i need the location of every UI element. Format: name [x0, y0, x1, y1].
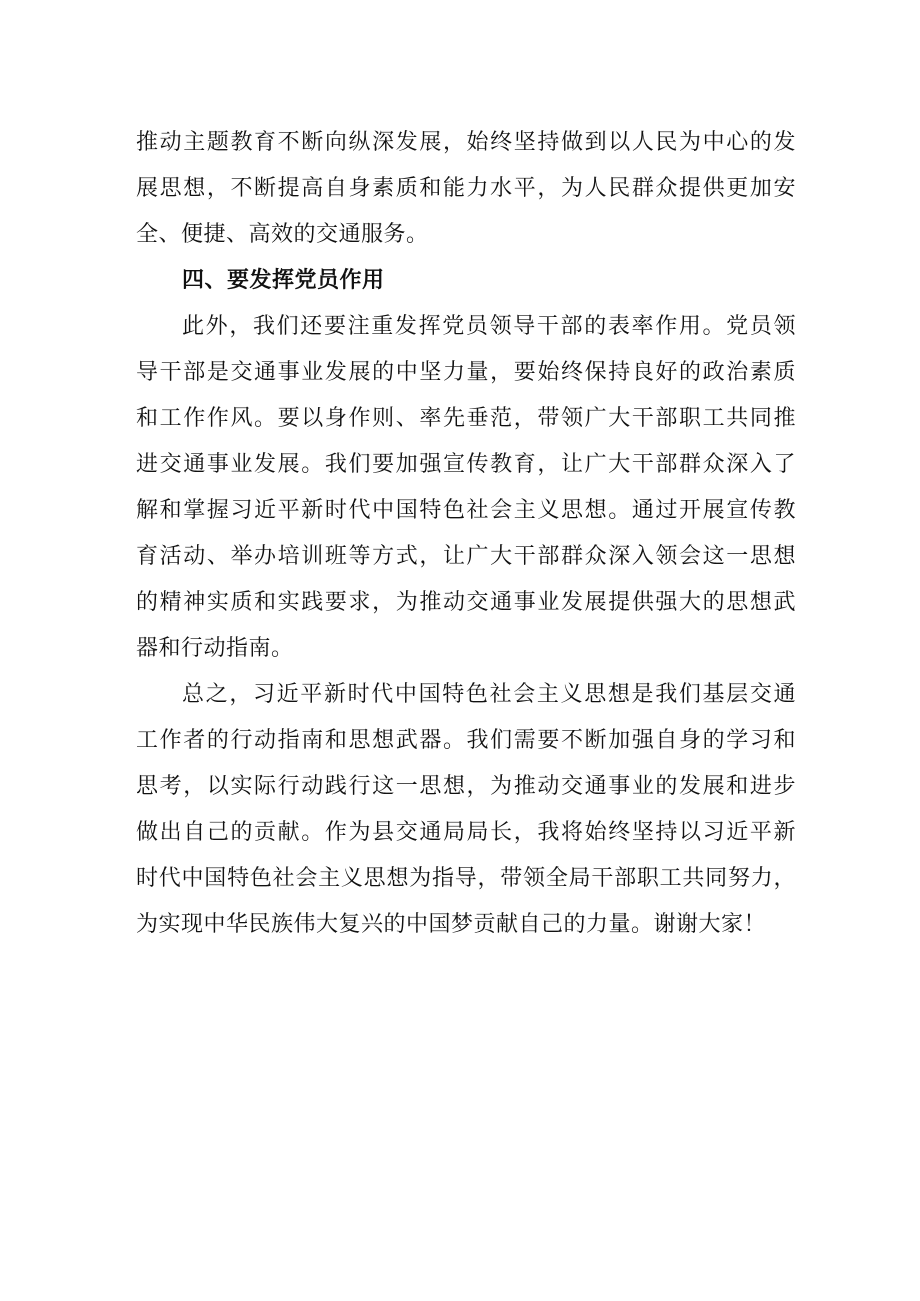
paragraph — [136, 672, 796, 948]
text-line: 工作者的行动指南和思想武器。我们需要不断加强自身的学习和 — [136, 728, 796, 753]
text-line: 为实现中华民族伟大复兴的中国梦贡献自己的力量。谢谢大家！ — [136, 912, 767, 937]
text-line: 时代中国特色社会主义思想为指导，带领全局干部职工共同努力， — [136, 866, 796, 891]
text-line: 推动主题教育不断向纵深发展，始终坚持做到以人民为中心的发 — [136, 130, 796, 155]
text-line: 和工作作风。要以身作则、率先垂范，带领广大干部职工共同推 — [136, 406, 796, 431]
section-heading: 四、要发挥党员作用 — [182, 268, 385, 293]
text-line: 总之，习近平新时代中国特色社会主义思想是我们基层交通 — [182, 682, 796, 707]
text-line: 器和行动指南。 — [136, 636, 294, 661]
text-line: 导干部是交通事业发展的中坚力量，要始终保持良好的政治素质 — [136, 360, 796, 385]
text-line: 解和掌握习近平新时代中国特色社会主义思想。通过开展宣传教 — [136, 498, 796, 523]
text-line: 做出自己的贡献。作为县交通局局长，我将始终坚持以习近平新 — [136, 820, 796, 845]
paragraph — [136, 304, 796, 672]
text-line: 的精神实质和实践要求，为推动交通事业发展提供强大的思想武 — [136, 590, 796, 615]
text-line: 育活动、举办培训班等方式，让广大干部群众深入领会这一思想 — [136, 544, 796, 569]
document-body — [136, 120, 796, 948]
text-line: 进交通事业发展。我们要加强宣传教育，让广大干部群众深入了 — [136, 452, 796, 477]
paragraph — [136, 120, 796, 258]
text-line: 展思想，不断提高自身素质和能力水平，为人民群众提供更加安 — [136, 176, 796, 201]
text-line: 此外，我们还要注重发挥党员领导干部的表率作用。党员领 — [182, 314, 796, 339]
text-line: 思考，以实际行动践行这一思想，为推动交通事业的发展和进步 — [136, 774, 796, 799]
text-line: 全、便捷、高效的交通服务。 — [136, 222, 429, 247]
